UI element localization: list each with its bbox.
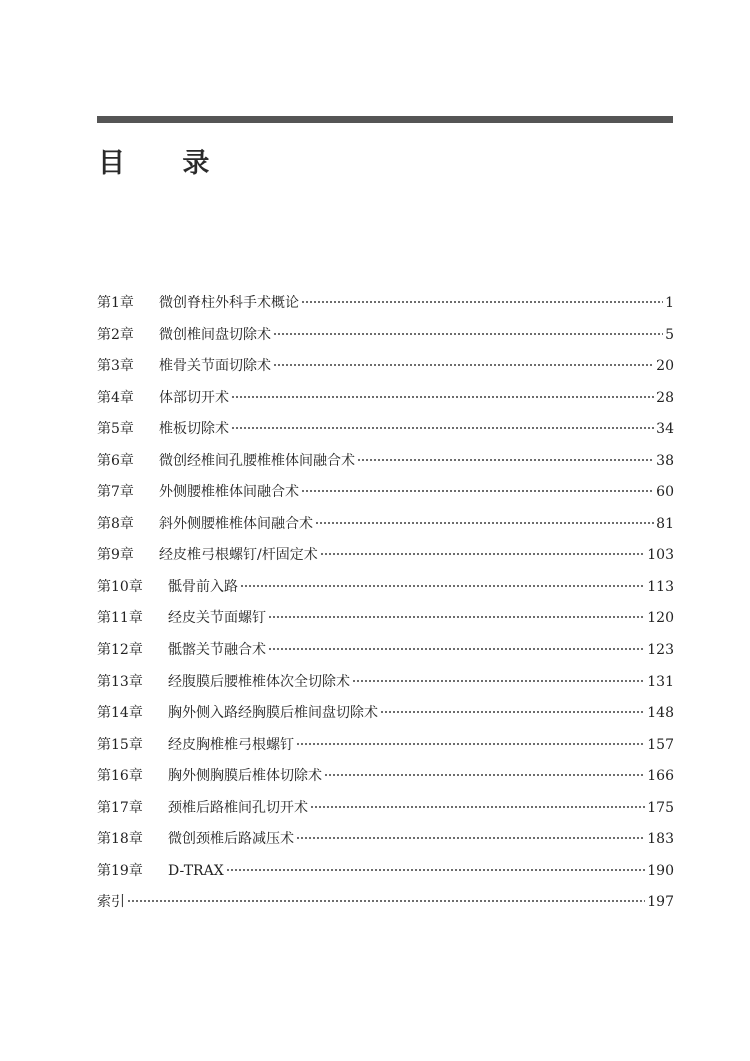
dot-leader <box>301 301 663 303</box>
toc-entry[interactable] <box>97 856 674 888</box>
toc-entry[interactable] <box>97 477 674 509</box>
toc-page-number: 103 <box>647 547 674 564</box>
toc-entry[interactable] <box>97 635 674 667</box>
toc-chapter-title: 经皮椎弓根螺钉/杆固定术 <box>159 547 318 564</box>
toc-chapter-title: 颈椎后路椎间孔切开术 <box>168 799 308 816</box>
dot-leader <box>320 553 646 555</box>
toc-entry[interactable] <box>97 446 674 478</box>
toc-chapter-title: D-TRAX <box>168 862 224 879</box>
dot-leader <box>268 616 645 618</box>
toc-chapter-number: 第9章 <box>97 547 134 564</box>
page-title: 目 录 <box>98 148 234 179</box>
toc-chapter-number: 第13章 <box>97 673 143 690</box>
toc-page-number: 190 <box>647 862 674 879</box>
toc-chapter-title: 经腹膜后腰椎椎体次全切除术 <box>168 673 350 690</box>
toc-chapter-title: 骶髂关节融合术 <box>168 642 266 659</box>
dot-leader <box>240 585 645 587</box>
toc-chapter-number: 第2章 <box>97 326 134 343</box>
toc-entry[interactable] <box>97 509 674 541</box>
toc-page-number: 81 <box>656 515 674 532</box>
toc-chapter-number: 第5章 <box>97 421 134 438</box>
toc-chapter-title: 骶骨前入路 <box>168 578 238 595</box>
toc-page-number: 28 <box>656 389 674 406</box>
dot-leader <box>273 364 654 366</box>
toc-page-number: 157 <box>647 736 674 753</box>
toc-entry[interactable] <box>97 824 674 856</box>
toc-chapter-title: 微创脊柱外科手术概论 <box>159 295 299 311</box>
toc-entry[interactable] <box>97 793 674 825</box>
toc-chapter-number: 第18章 <box>97 831 143 848</box>
dot-leader <box>352 680 645 682</box>
toc-entry[interactable] <box>97 887 674 919</box>
toc-entry[interactable] <box>97 383 674 415</box>
toc-entry[interactable] <box>97 288 674 320</box>
toc-entry[interactable] <box>97 320 674 352</box>
dot-leader <box>231 427 654 429</box>
dot-leader <box>296 743 645 745</box>
toc-entry[interactable] <box>97 540 674 572</box>
dot-leader <box>296 837 645 839</box>
toc-chapter-number: 第19章 <box>97 862 143 879</box>
toc-chapter-number: 第12章 <box>97 642 143 659</box>
toc-chapter-number: 第17章 <box>97 799 143 816</box>
toc-chapter-number: 第15章 <box>97 736 143 753</box>
toc-index-label: 索引 <box>97 894 125 911</box>
toc-entry[interactable] <box>97 351 674 383</box>
toc-chapter-number: 第10章 <box>97 578 143 595</box>
toc-chapter-number: 第3章 <box>97 358 134 375</box>
dot-leader <box>127 900 645 902</box>
toc-page-number: 131 <box>647 673 674 690</box>
toc-chapter-number: 第4章 <box>97 389 134 406</box>
toc-entry[interactable] <box>97 730 674 762</box>
toc-entry[interactable] <box>97 572 674 604</box>
toc-page-number: 120 <box>647 610 674 627</box>
toc-chapter-number: 第1章 <box>97 295 134 311</box>
toc-chapter-title: 微创颈椎后路减压术 <box>168 831 294 848</box>
dot-leader <box>324 774 645 776</box>
toc-page-number: 175 <box>647 799 674 816</box>
toc-entry[interactable] <box>97 667 674 699</box>
toc-chapter-title: 微创经椎间孔腰椎椎体间融合术 <box>159 452 355 469</box>
toc-page-number: 166 <box>647 768 674 785</box>
dot-leader <box>357 459 654 461</box>
toc-chapter-title: 微创椎间盘切除术 <box>159 326 271 343</box>
dot-leader <box>226 869 646 871</box>
toc-page-number: 1 <box>665 295 674 311</box>
toc-page-number: 148 <box>647 705 674 722</box>
toc-chapter-number: 第14章 <box>97 705 143 722</box>
toc-entry[interactable] <box>97 698 674 730</box>
toc-entry[interactable] <box>97 414 674 446</box>
toc-page-number: 5 <box>665 326 674 343</box>
toc-chapter-number: 第16章 <box>97 768 143 785</box>
toc-chapter-title: 椎骨关节面切除术 <box>159 358 271 375</box>
toc-chapter-title: 胸外侧胸膜后椎体切除术 <box>168 768 322 785</box>
dot-leader <box>315 522 654 524</box>
toc-chapter-number: 第11章 <box>97 610 143 627</box>
toc-entry[interactable] <box>97 603 674 635</box>
toc-entry[interactable] <box>97 761 674 793</box>
dot-leader <box>273 333 663 335</box>
toc-chapter-title: 胸外侧入路经胸膜后椎间盘切除术 <box>168 705 378 722</box>
toc-chapter-number: 第8章 <box>97 515 134 532</box>
dot-leader <box>310 806 645 808</box>
dot-leader <box>231 396 654 398</box>
toc-page-number: 38 <box>656 452 674 469</box>
toc-chapter-title: 经皮胸椎椎弓根螺钉 <box>168 736 294 753</box>
toc-chapter-number: 第6章 <box>97 452 134 469</box>
toc-page-number: 123 <box>647 642 674 659</box>
toc-chapter-title: 斜外侧腰椎椎体间融合术 <box>159 515 313 532</box>
toc-chapter-title: 经皮关节面螺钉 <box>168 610 266 627</box>
table-of-contents <box>97 288 674 919</box>
toc-page-number: 183 <box>647 831 674 848</box>
toc-chapter-title: 体部切开术 <box>159 389 229 406</box>
dot-leader <box>268 648 645 650</box>
toc-page-number: 34 <box>656 421 674 438</box>
toc-page-number: 20 <box>656 358 674 375</box>
toc-chapter-title: 外侧腰椎椎体间融合术 <box>159 484 299 501</box>
dot-leader <box>301 490 654 492</box>
toc-chapter-title: 椎板切除术 <box>159 421 229 438</box>
toc-page-number: 60 <box>656 484 674 501</box>
toc-page-number: 113 <box>647 578 674 595</box>
dot-leader <box>380 711 645 713</box>
toc-page-number: 197 <box>647 894 674 911</box>
toc-chapter-number: 第7章 <box>97 484 134 501</box>
top-rule <box>97 116 673 123</box>
